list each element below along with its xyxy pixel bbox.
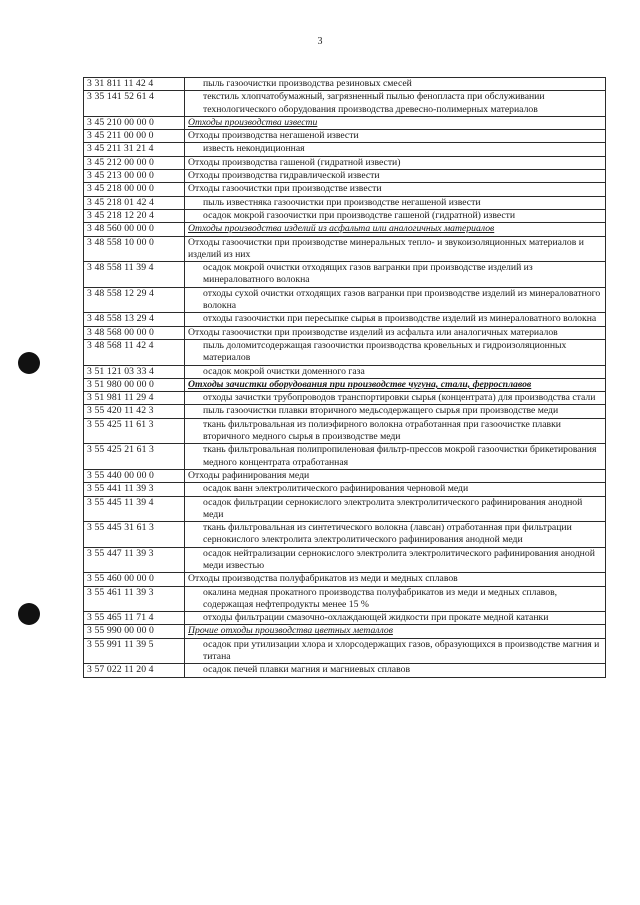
table-row — [84, 287, 606, 313]
waste-name-cell: Прочие отходы производства цветных металлов — [185, 625, 606, 638]
waste-code-cell: 3 55 440 00 00 0 — [84, 469, 185, 482]
waste-name-cell: отходы газоочистки при пересыпке сырья в производстве изделий из минераловатного волокна — [185, 313, 606, 326]
table-row — [84, 365, 606, 378]
table-row — [84, 612, 606, 625]
waste-name-cell: пыль известняка газоочистки при производстве негашеной извести — [185, 196, 606, 209]
waste-code-cell: 3 55 445 11 39 4 — [84, 496, 185, 522]
waste-code-cell: 3 55 425 21 61 3 — [84, 444, 185, 470]
waste-code-cell: 3 45 211 00 00 0 — [84, 130, 185, 143]
waste-code-cell: 3 35 141 52 61 4 — [84, 91, 185, 117]
table-row — [84, 392, 606, 405]
waste-name-cell: осадок печей плавки магния и магниевых сплавов — [185, 664, 606, 677]
table-row — [84, 469, 606, 482]
waste-name-cell: Отходы газоочистки при производстве извести — [185, 183, 606, 196]
table-row — [84, 130, 606, 143]
waste-name-cell: Отходы рафинирования меди — [185, 469, 606, 482]
table-row — [84, 444, 606, 470]
waste-code-cell: 3 55 990 00 00 0 — [84, 625, 185, 638]
table-row — [84, 664, 606, 677]
waste-code-cell: 3 45 210 00 00 0 — [84, 116, 185, 129]
waste-name-cell: пыль газоочистки производства резиновых смесей — [185, 78, 606, 91]
waste-code-cell: 3 31 811 11 42 4 — [84, 78, 185, 91]
waste-code-cell: 3 51 981 11 29 4 — [84, 392, 185, 405]
table-row — [84, 170, 606, 183]
table-row — [84, 143, 606, 156]
table-row — [84, 378, 606, 391]
table-row — [84, 496, 606, 522]
waste-name-cell: Отходы производства гашеной (гидратной извести) — [185, 156, 606, 169]
waste-name-cell: осадок ванн электролитического рафинирования черновой меди — [185, 483, 606, 496]
table-row — [84, 573, 606, 586]
waste-code-cell: 3 55 441 11 39 3 — [84, 483, 185, 496]
waste-code-cell: 3 45 213 00 00 0 — [84, 170, 185, 183]
table-row — [84, 586, 606, 612]
waste-code-cell: 3 48 558 13 29 4 — [84, 313, 185, 326]
waste-name-cell: ткань фильтровальная полипропиленовая фильтр-прессов мокрой газоочистки брикетирования медного концентрата отработанная — [185, 444, 606, 470]
waste-name-cell: окалина медная прокатного производства полуфабрикатов из меди и медных сплавов, содержащая нефтепродукты менее 15 % — [185, 586, 606, 612]
punch-hole — [18, 352, 40, 374]
waste-name-cell: осадок нейтрализации сернокислого электролита электролитического рафинирования анодной меди известью — [185, 547, 606, 573]
table-row — [84, 313, 606, 326]
table-row — [84, 116, 606, 129]
waste-name-cell: пыль газоочистки плавки вторичного медьсодержащего сырья при производстве меди — [185, 405, 606, 418]
waste-code-cell: 3 48 560 00 00 0 — [84, 223, 185, 236]
waste-code-cell: 3 55 460 00 00 0 — [84, 573, 185, 586]
waste-code-cell: 3 48 558 10 00 0 — [84, 236, 185, 262]
waste-name-cell: Отходы газоочистки при производстве минеральных тепло- и звукоизоляционных материалов и изделий из них — [185, 236, 606, 262]
waste-code-cell: 3 55 445 31 61 3 — [84, 522, 185, 548]
waste-code-cell: 3 48 568 11 42 4 — [84, 339, 185, 365]
table-row — [84, 91, 606, 117]
waste-code-cell: 3 55 420 11 42 3 — [84, 405, 185, 418]
waste-name-cell: осадок мокрой очистки доменного газа — [185, 365, 606, 378]
table-row — [84, 483, 606, 496]
waste-code-cell: 3 55 425 11 61 3 — [84, 418, 185, 444]
waste-code-cell: 3 55 991 11 39 5 — [84, 638, 185, 664]
waste-name-cell: отходы зачистки трубопроводов транспортировки сырья (концентрата) для производства стали — [185, 392, 606, 405]
table-row — [84, 156, 606, 169]
waste-name-cell: отходы фильтрации смазочно-охлаждающей жидкости при прокате медной катанки — [185, 612, 606, 625]
table-row — [84, 405, 606, 418]
waste-code-cell: 3 55 447 11 39 3 — [84, 547, 185, 573]
waste-code-cell: 3 51 980 00 00 0 — [84, 378, 185, 391]
table-row — [84, 78, 606, 91]
waste-code-cell: 3 51 121 03 33 4 — [84, 365, 185, 378]
waste-code-cell: 3 55 461 11 39 3 — [84, 586, 185, 612]
waste-code-cell: 3 45 218 12 20 4 — [84, 209, 185, 222]
waste-code-cell: 3 48 568 00 00 0 — [84, 326, 185, 339]
table-row — [84, 326, 606, 339]
table-row — [84, 638, 606, 664]
table-row — [84, 339, 606, 365]
waste-name-cell: пыль доломитсодержащая газоочистки производства кровельных и гидроизоляционных материалов — [185, 339, 606, 365]
waste-name-cell: отходы сухой очистки отходящих газов вагранки при производстве изделий из минераловатного волокна — [185, 287, 606, 313]
table-row — [84, 262, 606, 288]
table-row — [84, 223, 606, 236]
waste-name-cell: ткань фильтровальная из синтетического волокна (лавсан) отработанная при фильтрации сернокислого электролита электролитического рафинирования анодной меди — [185, 522, 606, 548]
waste-name-cell: осадок при утилизации хлора и хлорсодержащих газов, образующихся в производстве магния и титана — [185, 638, 606, 664]
waste-name-cell: Отходы производства полуфабрикатов из меди и медных сплавов — [185, 573, 606, 586]
waste-name-cell: осадок мокрой газоочистки при производстве гашеной (гидратной) извести — [185, 209, 606, 222]
waste-name-cell: Отходы производства гидравлической извести — [185, 170, 606, 183]
waste-name-cell: известь некондиционная — [185, 143, 606, 156]
table-row — [84, 547, 606, 573]
table-row — [84, 522, 606, 548]
table-row — [84, 196, 606, 209]
waste-name-cell: осадок фильтрации сернокислого электролита электролитического рафинирования анодной меди — [185, 496, 606, 522]
waste-name-cell: Отходы производства извести — [185, 116, 606, 129]
punch-hole — [18, 603, 40, 625]
waste-classification-table — [83, 77, 606, 678]
waste-code-cell: 3 45 218 01 42 4 — [84, 196, 185, 209]
table-body — [84, 78, 606, 678]
waste-code-cell: 3 48 558 12 29 4 — [84, 287, 185, 313]
waste-code-cell: 3 57 022 11 20 4 — [84, 664, 185, 677]
waste-code-cell: 3 45 211 31 21 4 — [84, 143, 185, 156]
table-row — [84, 183, 606, 196]
table-row — [84, 209, 606, 222]
waste-name-cell: Отходы производства негашеной извести — [185, 130, 606, 143]
waste-name-cell: Отходы газоочистки при производстве изделий из асфальта или аналогичных материалов — [185, 326, 606, 339]
waste-name-cell: Отходы производства изделий из асфальта или аналогичных материалов — [185, 223, 606, 236]
waste-code-cell: 3 45 218 00 00 0 — [84, 183, 185, 196]
waste-code-cell: 3 45 212 00 00 0 — [84, 156, 185, 169]
waste-name-cell: Отходы зачистки оборудования при производстве чугуна, стали, ферросплавов — [185, 378, 606, 391]
waste-code-cell: 3 55 465 11 71 4 — [84, 612, 185, 625]
waste-name-cell: текстиль хлопчатобумажный, загрязненный пылью фенопласта при обслуживании технологического оборудования производства древесно-полимерных материалов — [185, 91, 606, 117]
page-number: 3 — [317, 36, 323, 47]
waste-name-cell: ткань фильтровальная из полиэфирного волокна отработанная при газоочистке плавки вторичного медного сырья в производстве меди — [185, 418, 606, 444]
table-row — [84, 418, 606, 444]
waste-name-cell: осадок мокрой очистки отходящих газов вагранки при производстве изделий из минераловатного волокна — [185, 262, 606, 288]
table-row — [84, 625, 606, 638]
waste-code-cell: 3 48 558 11 39 4 — [84, 262, 185, 288]
table-row — [84, 236, 606, 262]
